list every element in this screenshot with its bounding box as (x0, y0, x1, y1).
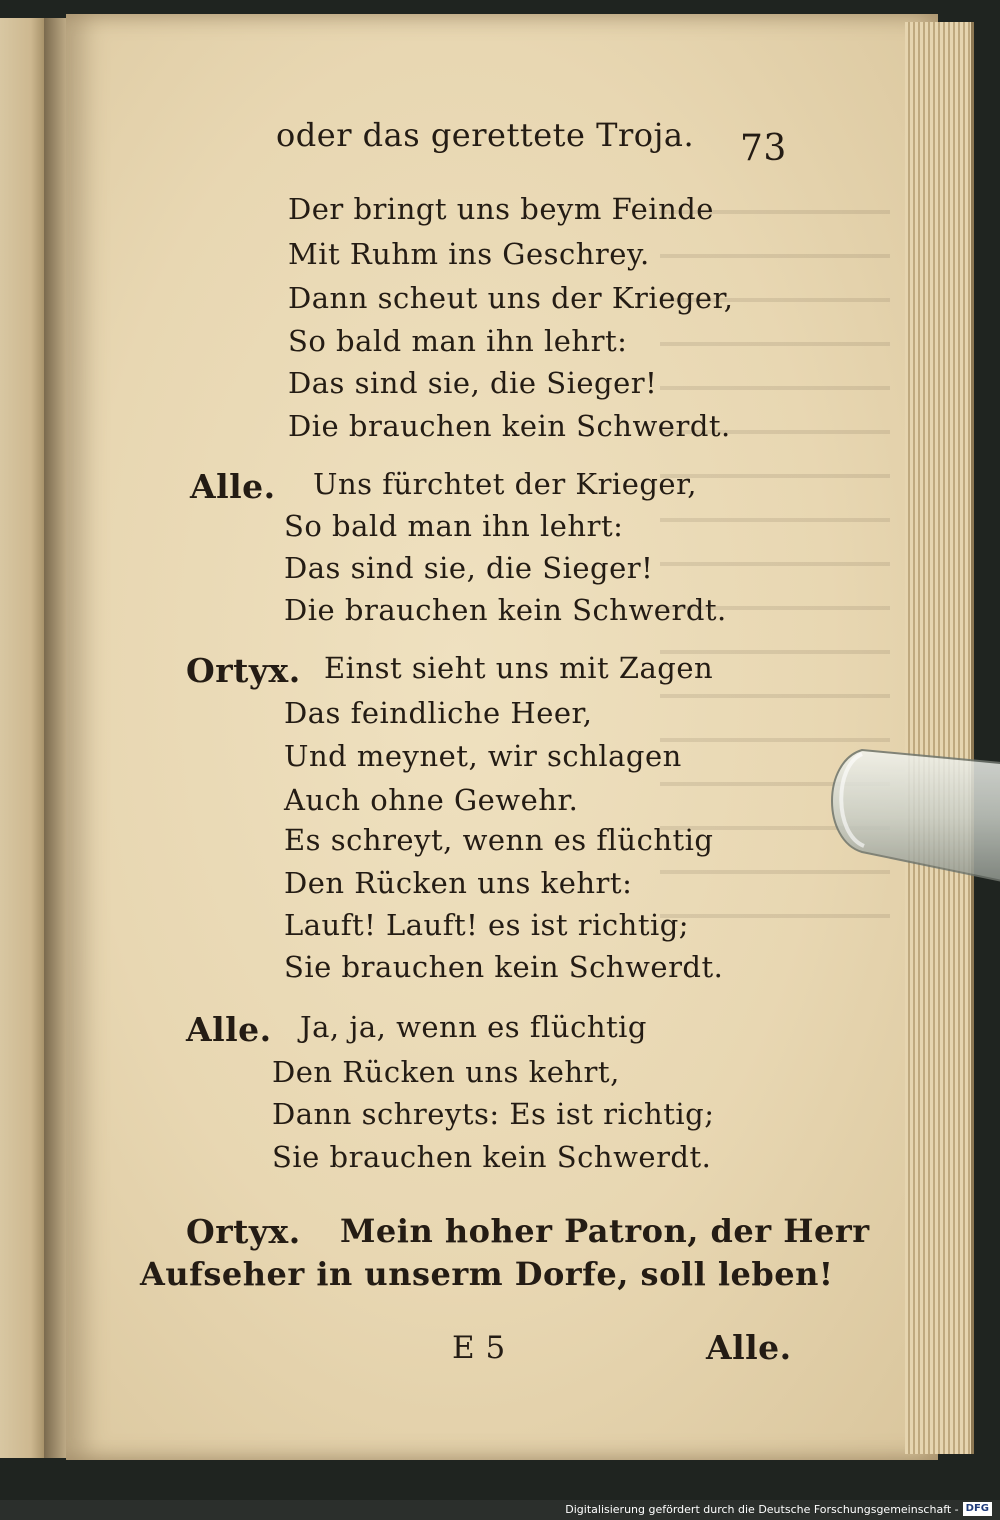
page-number: 73 (740, 128, 787, 169)
verse-line: Dann scheut uns der Krieger, (288, 281, 734, 315)
dfg-logo-icon: DFG (963, 1502, 992, 1516)
verse-line: Auch ohne Gewehr. (284, 783, 579, 817)
running-title: oder das gerettete Troja. (276, 116, 695, 154)
verse-line: Mit Ruhm ins Geschrey. (288, 237, 650, 271)
speaker-name: Ortyx. (186, 1212, 301, 1251)
page-edges (905, 22, 974, 1454)
speaker-name: Alle. (186, 1010, 272, 1049)
digitization-credit (565, 1500, 992, 1518)
signature-mark: E 5 (452, 1330, 506, 1366)
verse-line: Den Rücken uns kehrt, (272, 1055, 620, 1089)
prose-line: Aufseher in unserm Dorfe, soll leben! (140, 1255, 834, 1293)
speaker-name: Ortyx. (186, 651, 301, 690)
verse-line: Lauft! Lauft! es ist richtig; (284, 908, 690, 942)
speaker-name: Alle. (190, 467, 276, 506)
verse-line: Ja, ja, wenn es flüchtig (300, 1010, 647, 1044)
verse-line: Sie brauchen kein Schwerdt. (284, 950, 724, 984)
verse-line: Das feindliche Heer, (284, 696, 593, 730)
verse-line: Uns fürchtet der Krieger, (313, 467, 697, 501)
verse-line: So bald man ihn lehrt: (284, 509, 624, 543)
prose-line: Mein hoher Patron, der Herr (340, 1212, 870, 1250)
verse-line: Den Rücken uns kehrt: (284, 866, 633, 900)
verse-line: Einst sieht uns mit Zagen (324, 651, 714, 685)
left-page-edge (0, 18, 46, 1458)
verse-line: Und meynet, wir schlagen (284, 739, 682, 773)
verse-line: Es schreyt, wenn es flüchtig (284, 823, 714, 857)
verse-line: Das sind sie, die Sieger! (288, 366, 658, 400)
verse-line: Der bringt uns beym Feinde (288, 192, 714, 226)
verse-line: So bald man ihn lehrt: (288, 324, 628, 358)
verse-line: Sie brauchen kein Schwerdt. (272, 1140, 712, 1174)
catchword: Alle. (706, 1328, 792, 1367)
verse-line: Die brauchen kein Schwerdt. (288, 409, 731, 443)
verse-line: Die brauchen kein Schwerdt. (284, 593, 727, 627)
verse-line: Dann schreyts: Es ist richtig; (272, 1097, 715, 1131)
verse-line: Das sind sie, die Sieger! (284, 551, 654, 585)
page-clip (822, 740, 1000, 900)
credit-text: Digitalisierung gefördert durch die Deutsche Forschungsgemeinschaft - (565, 1502, 959, 1516)
